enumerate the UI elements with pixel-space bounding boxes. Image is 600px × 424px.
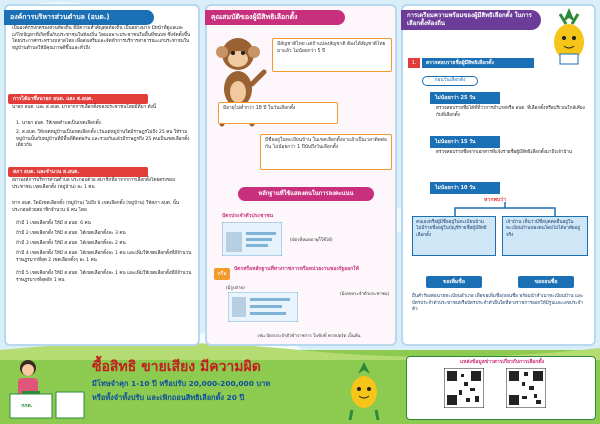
official-card-icon xyxy=(228,292,298,322)
photo-tag: (มีรูปถ่าย) xyxy=(226,286,245,291)
deadline-25-body: ตรวจสอบรายชื่อได้ที่ที่ว่าการอำเภอหรือ อบต. ที่เลือกตั้งหรือบริเวณใกล้เคียงกับที่เลือกตั้ง xyxy=(436,106,585,118)
sec1-item-1: 1. นายก อบต. ให้เขตตำบลเป็นเขตเลือกตั้ง xyxy=(16,121,101,126)
deadline-15-body: ตรวจสอบรายชื่อจากเอกสารที่แจ้งรายชื่อผู้มีสิทธิเลือกตั้งมาถึงเจ้าบ้าน xyxy=(436,150,572,155)
id-card-icon xyxy=(222,222,282,256)
banner-penalty-2: หรือทั้งจำทั้งปรับ และเพิกถอนสิทธิเลือกตั้ง 20 ปี xyxy=(92,393,245,402)
branch-arrows-icon xyxy=(430,202,580,216)
request-add-name-button[interactable]: ขอเพิ่มชื่อ xyxy=(426,276,482,288)
pineapple-mascot-icon xyxy=(344,362,384,420)
step-number: 1. xyxy=(408,58,420,68)
right-title: การเตรียมความพร้อมของผู้มีสิทธิเลือกตั้ง ในการเลือกตั้งท้องถิ่น xyxy=(401,10,541,30)
or-label: หรือ xyxy=(214,268,230,280)
banner-headline: ซื้อสิทธิ ขายเสียง มีความผิด xyxy=(92,359,261,375)
id-footer: เช่น บัตรประจำตัวข้าราชการ ใบขับขี่ พาสปอร์ต เป็นต้น xyxy=(257,334,361,339)
sec1-body: นายก อบต. และ ส.อบต. มาจากการเลือกตั้งของประชาชนโดยมีที่มา ดังนี้ xyxy=(12,105,156,110)
petition-note: ยื่นคำร้องต่อนายทะเบียนอำเภอ เพื่อขอเพิ่มชื่อ/ถอนชื่อ พร้อมนำสำเนาทะเบียนบ้าน และบัตรประจำตัวประชาชนหรือบัตรประจำตัวอื่นใดที่ทางราชการออกให้มีรูปและเลขประจำตัว xyxy=(412,294,584,312)
sec2-rule: ถ้ามี 4 เขตเลือกตั้ง ให้มี ส.อบต. ได้เขตเลือกตั้งละ 1 คน และเพิ่มให้เขตเลือกตั้งที่มีจำนวนราษฎรมากที่สุด 2 เขตเลือกตั้งๆ ละ 1 คน xyxy=(16,251,192,263)
id-note-expired: (บัตรที่หมดอายุก็ใช้ได้) xyxy=(290,238,333,243)
id-proof-title: หลักฐานที่ใช้แสดงตนในการลงคะแนน xyxy=(238,187,374,201)
before-election-label: ก่อนวันเลือกตั้ง xyxy=(422,76,478,86)
qualification-nationality: มีสัญชาติไทย แต่ถ้าแปลงสัญชาติ ต้องได้สัญชาติไทยมาแล้ว ไม่น้อยกว่า 5 ปี xyxy=(272,38,392,72)
deadline-15-days: ไม่น้อยกว่า 15 วัน xyxy=(430,136,500,148)
left-title: องค์การบริหารส่วนตำบล (อบต.) xyxy=(4,10,154,25)
sec2-rule: หาก อบต. ใดมีเขตเลือกตั้ง (หมู่บ้าน) ไม่ถึง 6 เขตเลือกตั้ง (หมู่บ้าน) ให้สภา อบต. นั้น ประกอบด้วยสมาชิกจำนวน 6 คน โดย xyxy=(12,201,179,213)
voter-ballot-icon xyxy=(6,358,86,420)
sec2-body: สภาองค์การบริหารส่วนตำบล ประกอบด้วย สมาชิกที่มาจากการเลือกตั้งโดยตรงของประชาชน เขตเลือกตั้ง (หมู่บ้าน) ละ 1 คน xyxy=(12,178,176,190)
qr-title: แหล่งข้อมูลข่าวสารเกี่ยวกับการเลือกตั้ง xyxy=(459,359,545,365)
step-title: ตรวจสอบรายชื่อผู้มีสิทธิเลือกตั้ง xyxy=(422,58,534,68)
pineapple-mascot-icon xyxy=(546,8,592,68)
case-extra-name: เจ้าบ้าน เห็นว่ามีชื่อบุคคลอื่นอยู่ในทะเบียนบ้านของตนโดยไม่ได้อาศัยอยู่จริง xyxy=(502,216,588,256)
id-note-number: (มีเลขประจำตัวประชาชน) xyxy=(340,292,390,297)
sec2-rule: ถ้ามี 2 เขตเลือกตั้ง ให้มี ส.อบต. ได้เขตเลือกตั้งละ 3 คน xyxy=(16,231,126,236)
qr-code-icon[interactable] xyxy=(444,368,484,408)
case-missing-name: คนเองหรือผู้มีชื่ออยู่ในทะเบียนบ้าน ไม่มีรายชื่ออยู่ในบัญชีรายชื่อผู้มีสิทธิเลือกตั้ง xyxy=(412,216,496,256)
sec2-title: สภา อบต. และจำนวน ส.อบต. xyxy=(8,167,148,177)
qualification-age: มีอายุไม่ต่ำกว่า 18 ปี ในวันเลือกตั้ง xyxy=(218,102,338,124)
request-remove-name-button[interactable]: ขอถอนชื่อ xyxy=(518,276,574,288)
qr-code-icon[interactable] xyxy=(506,368,546,408)
id-item-citizen-card: บัตรประจำตัวประชาชน xyxy=(222,213,274,219)
sec2-rule: ถ้ามี 1 เขตเลือกตั้ง ให้มี ส.อบต. 6 คน xyxy=(16,221,91,226)
left-intro: เป็นองค์กรปกครองส่วนท้องถิ่น ที่มีความสำคัญต่อท้องถิ่น เป็นอย่างมาก มีหน้าที่ดูแลและแก้ไขปัญหาที่เกิดขึ้นกับประชาชนในท้องถิ่น โดยเฉพาะประชาชนในพื้นที่ชนบท ซึ่งจัดตั้งขึ้นโดยประกาศกระทรวงมหาดไทย เพื่อส่งเสริมและจัดทำการบริการสาธารณะแก่ประชาชนในหมู่บ้านตำบลให้มีคุณภาพดีขึ้นและทั่วถึง xyxy=(12,26,191,51)
sec1-item-2: 2. ส.อบต. ให้เขตหมู่บ้านเป็นเขตเลือกตั้ง เว้นแต่หมู่บ้านใดมีราษฎรไม่ถึง 25 คน ให้รวมหมู่บ้านนั้นกับหมู่บ้านที่มีพื้นที่ติดต่อกัน และรวมกันแล้วมีราษฎรถึง 25 คนเป็นเขตเลือกตั้งเดียวกัน xyxy=(16,130,190,148)
if-found-label: หากพบว่า xyxy=(483,197,506,203)
id-item-official-card: บัตรหรือหลักฐานที่ทางราชการหรือหน่วยงานของรัฐออกให้ xyxy=(234,266,359,272)
sec1-title: การได้มาซึ่งนายก อบต. และ ส.อบต. xyxy=(8,94,148,104)
qualification-residence: มีชื่ออยู่ในทะเบียนบ้าน ในเขตเลือกตั้งมาแล้วเป็นเวลาติดต่อกัน ไม่น้อยกว่า 1 ปีนับถึงวันเลือกตั้ง xyxy=(260,134,392,170)
deadline-25-days: ไม่น้อยกว่า 25 วัน xyxy=(430,92,500,104)
ballot-label: กกต. xyxy=(21,403,33,409)
sec2-rule: ถ้ามี 5 เขตเลือกตั้ง ให้มี ส.อบต. ได้เขตเลือกตั้งละ 1 คน และเพิ่มให้เขตเลือกตั้งที่มีจำนวนราษฎรมากที่สุดอีก 1 คน xyxy=(16,271,192,283)
banner-penalty-1: มีโทษจำคุก 1-10 ปี หรือปรับ 20,000-200,000 บาท xyxy=(92,379,271,388)
middle-title: คุณสมบัติของผู้มีสิทธิเลือกตั้ง xyxy=(205,10,345,25)
deadline-10-days: ไม่น้อยกว่า 10 วัน xyxy=(430,182,500,194)
sec2-rule: ถ้ามี 3 เขตเลือกตั้ง ให้มี ส.อบต. ได้เขตเลือกตั้งละ 2 คน xyxy=(16,241,126,246)
